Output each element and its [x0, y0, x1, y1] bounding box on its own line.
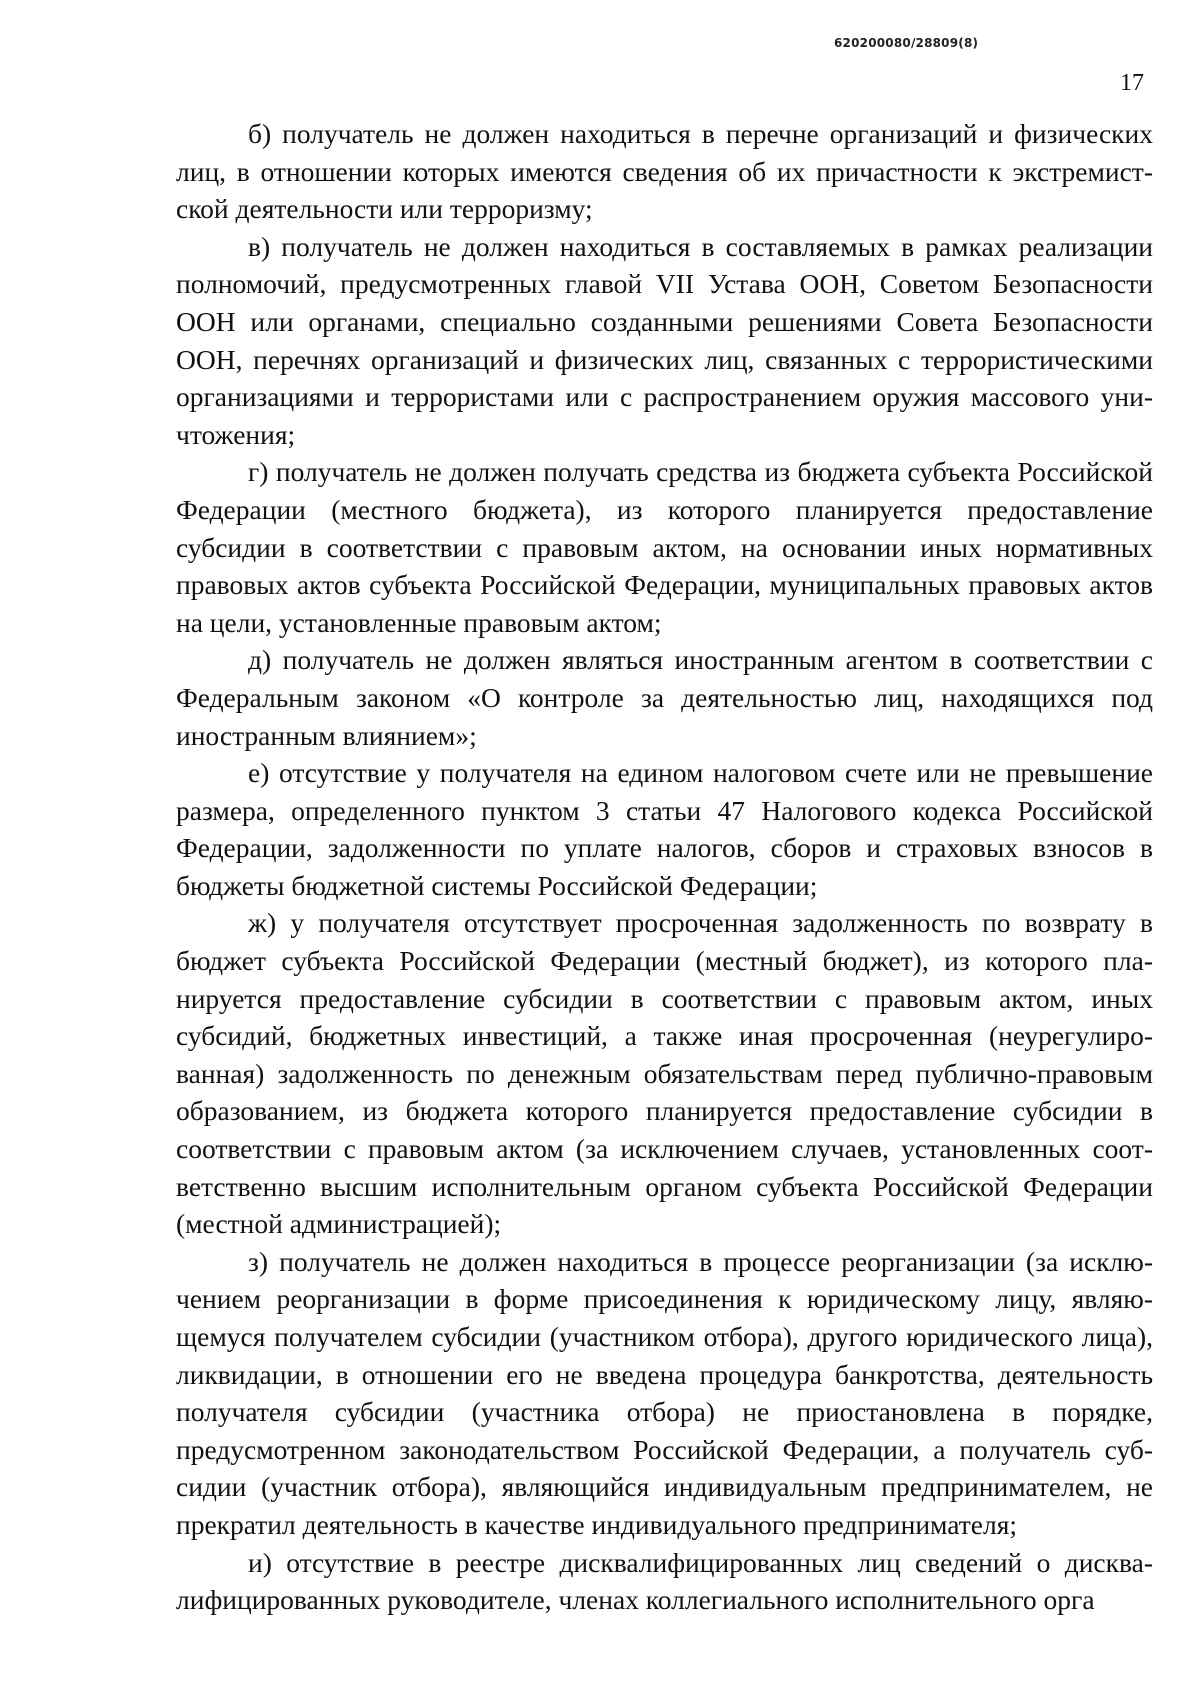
paragraph-d: д) получатель не должен являться иностранным агентом в соответствии с Федеральным законом «О контроле за деятельностью лиц, находящихся под иностранным влиянием»; — [176, 644, 1153, 751]
paragraph-v: в) получатель не должен находиться в составляемых в рамках реализации полномочий, предусмотренных главой VII Устава ООН, Советом Безопасности ООН или органами, специально созданными решениями Совета Безопасности ООН, перечнях организаций и физических лиц, связанных с террористическими организациями и террористами или с распространением оружия массового уничтожения; — [176, 230, 1153, 450]
paragraph-e: е) отсутствие у получателя на едином налоговом счете или не превышение размера, определенного пунктом 3 статьи 47 Налогового кодекса Российской Федерации, задолженности по уплате налогов, сборов и страховых взносов в бюджеты бюджетной системы Российской Федерации; — [176, 757, 1153, 901]
document-body — [176, 115, 1153, 1619]
page-number: 17 — [1120, 70, 1144, 96]
paragraph-i: и) отсутствие в реестре дисквалифицированных лиц сведений о дисквалифицированных руководителе, членах коллегиального исполнительного орга — [176, 1546, 1153, 1616]
document-id: 620200080/28809(8) — [834, 36, 979, 50]
paragraph-g: г) получатель не должен получать средства из бюджета субъекта Российской Федерации (местного бюджета), из которого планируется предоставление субсидии в соответствии с правовым актом, на основании иных нормативных правовых актов субъекта Российской Федерации, муниципальных правовых актов на цели, установленные правовым актом; — [176, 456, 1153, 638]
paragraph-z: з) получатель не должен находиться в процессе реорганизации (за исключением реорганизации в форме присоединения к юридическому лицу, являющемуся получателем субсидии (участником отбора), другого юридического лица), ликвидации, в отношении его не введена процедура банкротства, деятельность получателя субсидии (участника отбора) не приостановлена в порядке, предусмотренном законодательством Российской Федерации, а получатель субсидии (участник отбора), являющийся индивидуальным предпринимателем, не прекратил деятельность в качестве индивидуального предпринимателя; — [176, 1245, 1153, 1540]
paragraph-b: б) получатель не должен находиться в перечне организаций и физических лиц, в отношении которых имеются сведения об их причастности к экстремистской деятельности или терроризму; — [176, 118, 1153, 225]
paragraph-zh: ж) у получателя отсутствует просроченная задолженность по возврату в бюджет субъекта Российской Федерации (местный бюджет), из которого планируется предоставление субсидии в соответствии с правовым актом, иных субсидий, бюджетных инвестиций, а также иная просроченная (неурегулированная) задолженность по денежным обязательствам перед публично-правовым образованием, из бюджета которого планируется предоставление субсидии в соответствии с правовым актом (за исключением случаев, установленных соответственно высшим исполнительным органом субъекта Российской Федерации (местной администрацией); — [176, 907, 1153, 1240]
